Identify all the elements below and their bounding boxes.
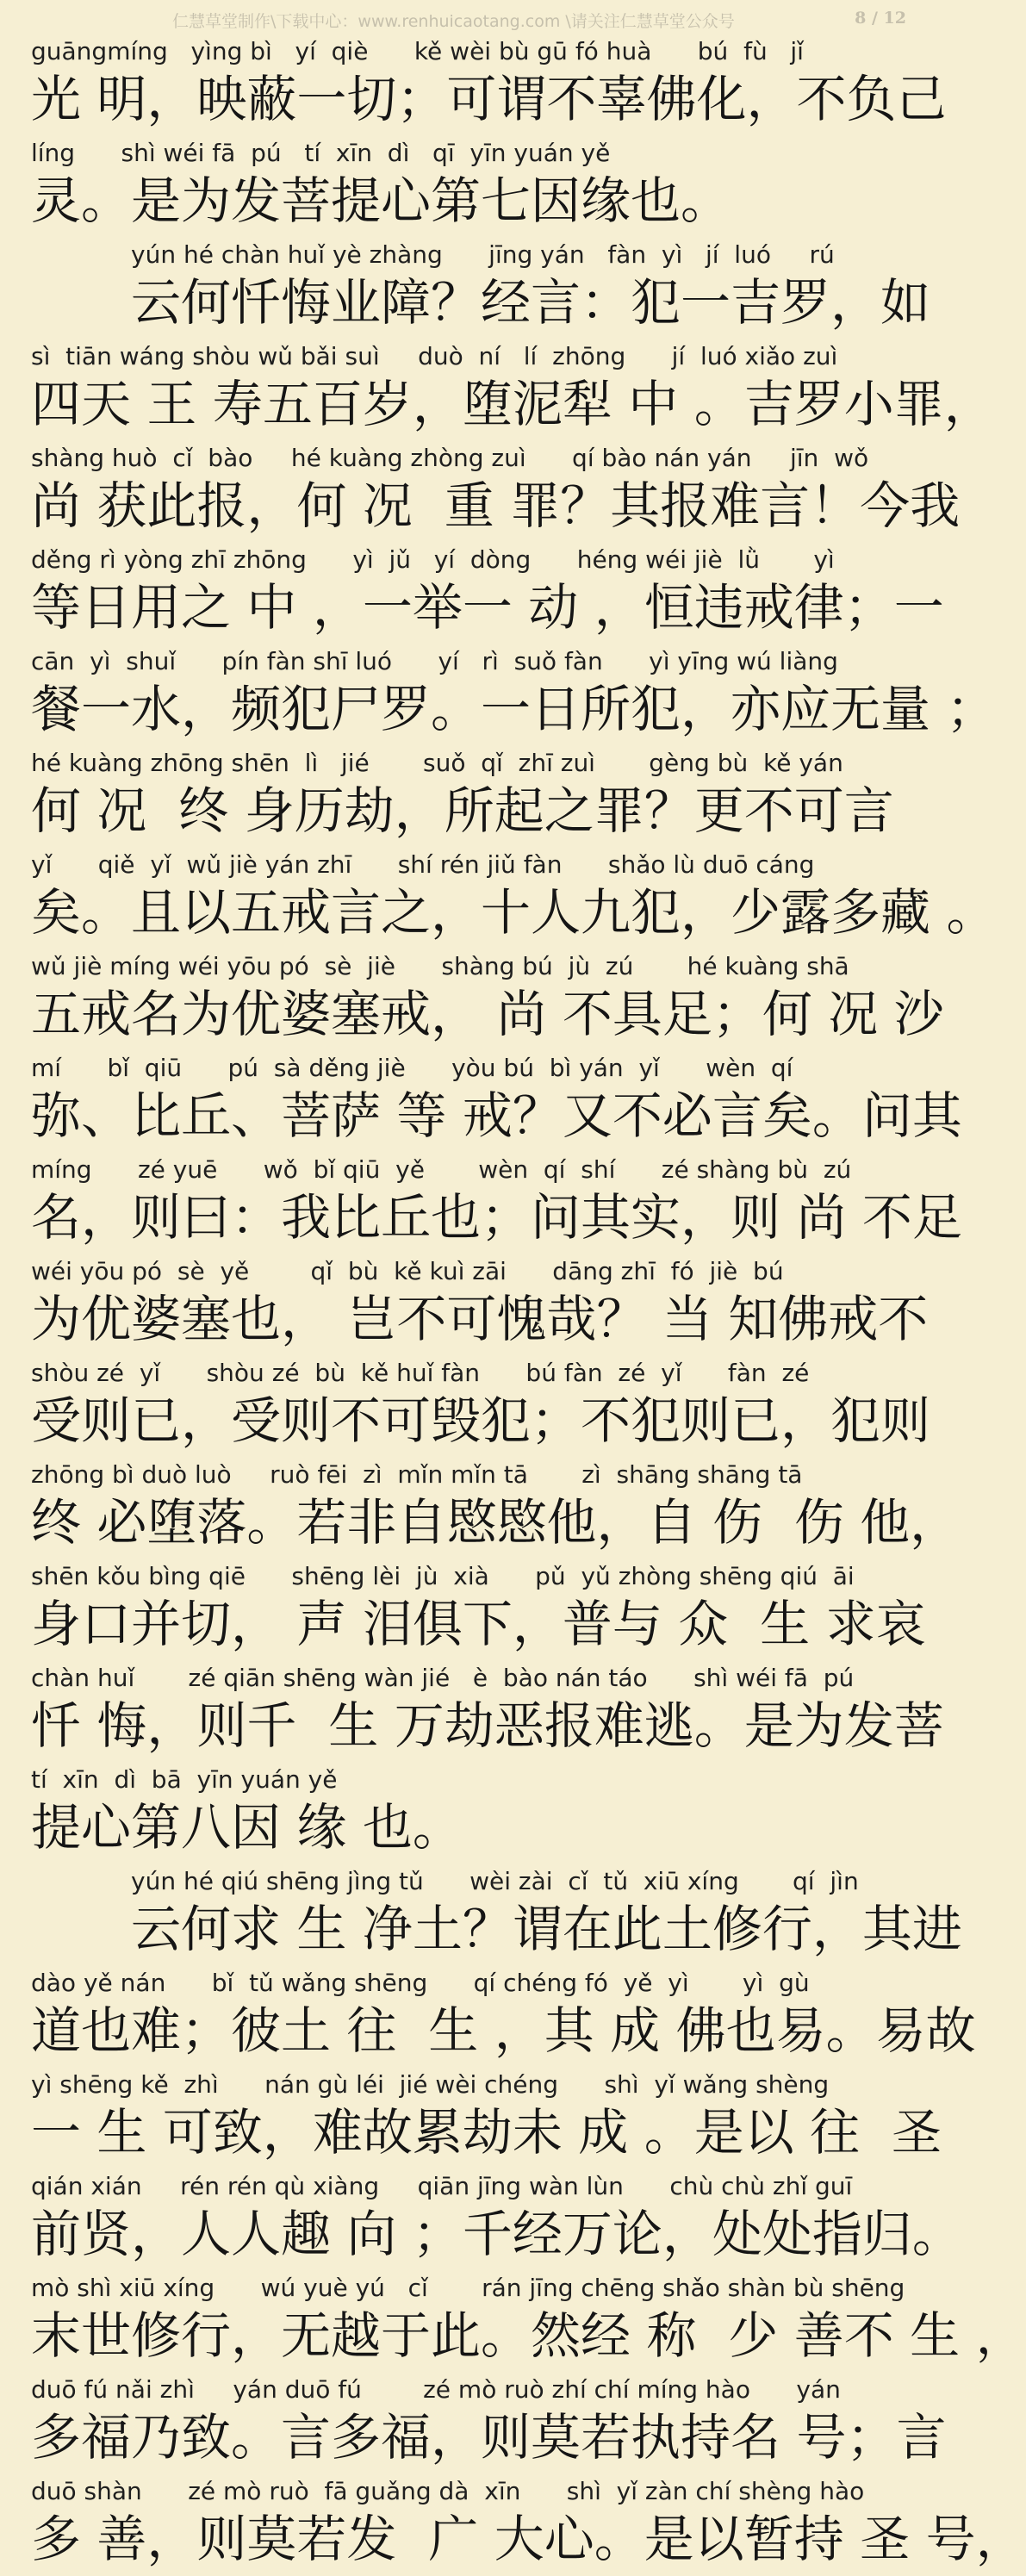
pinyin-annotation: shēn kǒu bìng qiē shēng lèi jù xià pǔ yǔ zhòng shēng qiú āi xyxy=(31,1562,855,1590)
chinese-text: 光 明，映蔽一切；可谓不辜佛化，不负己 xyxy=(31,70,947,128)
header-source-text: 仁慧草堂制作\下载中心：www.renhuicaotang.com \请关注仁慧草堂公众号 xyxy=(172,12,735,31)
text-line xyxy=(31,1661,944,1763)
text-line xyxy=(31,339,994,441)
text-line xyxy=(31,1559,926,1661)
pinyin-annotation: qián xián rén rén qù xiàng qiān jīng wàn lùn chù chù zhǐ guī xyxy=(31,2172,853,2200)
chinese-text: 一 生 可致，难故累劫未 成 。是以 往 圣 xyxy=(31,2103,942,2162)
pinyin-annotation: wéi yōu pó sè yě qǐ bù kě kuì zāi dāng zhī fó jiè bú xyxy=(31,1257,784,1285)
pinyin-annotation: líng shì wéi fā pú tí xīn dì qī yīn yuán yě xyxy=(31,139,611,167)
chinese-text: 末世修行，无越于此。然经 称 少 善不 生 ， xyxy=(31,2306,1026,2365)
chinese-text: 等日用之 中 ，一举一 动 ，恒违戒律；一 xyxy=(31,578,944,637)
pinyin-annotation: shòu zé yǐ shòu zé bù kě huǐ fàn bú fàn zé yǐ fàn zé xyxy=(31,1359,810,1387)
chinese-text: 名，则曰：我比丘也；问其实，则 尚 不足 xyxy=(31,1188,962,1247)
pinyin-annotation: chàn huǐ zé qiān shēng wàn jié è bào nán táo shì wéi fā pú xyxy=(31,1664,855,1692)
chinese-text: 受则已，受则不可毁犯；不犯则已，犯则 xyxy=(31,1391,931,1450)
text-line xyxy=(31,848,997,949)
pinyin-annotation: zhōng bì duò luò ruò fēi zì mǐn mǐn tā zì shāng shāng tā xyxy=(31,1460,803,1489)
chinese-text: 弥、比丘、菩萨 等 戒？又不必言矣。问其 xyxy=(31,1086,962,1145)
pinyin-annotation: yún hé qiú shēng jìng tǔ wèi zài cǐ tǔ xiū xíng qí jìn xyxy=(131,1867,859,1895)
pinyin-annotation: duō fú nǎi zhì yán duō fú zé mò ruò zhí chí míng hào yán xyxy=(31,2375,841,2404)
text-line xyxy=(31,1051,962,1153)
text-line xyxy=(31,1864,962,1966)
chinese-text: 多福乃致。言多福，则莫若执持名 号；言 xyxy=(31,2408,947,2467)
chinese-text: 为优婆塞也， 岂不可愧哉？ 当 知佛戒不 xyxy=(31,1290,929,1348)
pinyin-annotation: cān yì shuǐ pín fàn shī luó yí rì suǒ fàn yì yīng wú liàng xyxy=(31,647,838,675)
chinese-text: 灵。是为发菩提心第七因缘也。 xyxy=(31,171,731,230)
text-line xyxy=(31,1966,976,2068)
text-line xyxy=(31,746,911,848)
text-line xyxy=(31,238,931,339)
pinyin-annotation: mí bǐ qiū pú sà děng jiè yòu bú bì yán yǐ wèn qí xyxy=(31,1054,793,1082)
text-line xyxy=(31,2068,942,2169)
chinese-text: 四天 王 寿五百岁，堕泥犁 中 。吉罗小罪， xyxy=(31,375,994,433)
text-line xyxy=(31,2474,1026,2576)
chinese-text: 云何求 生 净土？谓在此土修行，其进 xyxy=(131,1900,962,1958)
pinyin-annotation: dào yě nán bǐ tǔ wǎng shēng qí chéng fó yě yì yì gù xyxy=(31,1969,810,1997)
text-line xyxy=(31,949,944,1051)
chinese-text: 前贤，人人趣 向 ；千经万论，处处指归。 xyxy=(31,2205,962,2263)
pinyin-annotation: míng zé yuē wǒ bǐ qiū yě wèn qí shí zé shàng bù zú xyxy=(31,1155,852,1184)
chinese-text: 何 况 终 身历劫，所起之罪？更不可言 xyxy=(31,781,894,840)
chinese-text: 多 善，则莫若发 广 大心。是以暂持 圣 号， xyxy=(31,2510,1026,2568)
chinese-text: 尚 获此报，何 况 重 罪？其报难言！今我 xyxy=(31,476,961,535)
text-line xyxy=(31,1254,929,1356)
chinese-text: 提心第八因 缘 也。 xyxy=(31,1798,463,1857)
text-line xyxy=(31,1458,961,1559)
page-number: 8 / 12 xyxy=(855,9,906,28)
chinese-text: 忏 悔，则千 生 万劫恶报难逃。是为发菩 xyxy=(31,1696,944,1755)
text-line xyxy=(31,34,947,136)
pinyin-annotation: hé kuàng zhōng shēn lì jié suǒ qǐ zhī zuì gèng bù kě yán xyxy=(31,749,843,777)
pinyin-annotation: tí xīn dì bā yīn yuán yě xyxy=(31,1765,338,1794)
chinese-text: 道也难；彼土 往 生 ，其 成 佛也易。易故 xyxy=(31,2001,976,2060)
pinyin-annotation: shàng huò cǐ bào hé kuàng zhòng zuì qí bào nán yán jīn wǒ xyxy=(31,444,869,472)
pinyin-annotation: wǔ jiè míng wéi yōu pó sè jiè shàng bú jù zú hé kuàng shā xyxy=(31,952,849,980)
text-line xyxy=(31,1763,911,1864)
chinese-text: 云何忏悔业障？经言：犯一吉罗，如 xyxy=(131,273,931,332)
pinyin-annotation: mò shì xiū xíng wú yuè yú cǐ rán jīng chēng shǎo shàn bù shēng xyxy=(31,2274,905,2302)
text-line xyxy=(31,2271,1026,2373)
chinese-text: 餐一水，频犯尸罗。一日所犯，亦应无量 ； xyxy=(31,680,997,738)
text-line xyxy=(31,2373,947,2474)
chinese-text: 身口并切， 声 泪俱下，普与 众 生 求哀 xyxy=(31,1595,926,1653)
text-line xyxy=(31,441,961,543)
chinese-text: 矣。且以五戒言之，十人九犯，少露多藏 。 xyxy=(31,883,997,942)
text-line xyxy=(31,543,944,644)
text-line xyxy=(31,1356,931,1458)
page-header xyxy=(0,0,930,38)
chinese-text: 五戒名为优婆塞戒， 尚 不具足；何 况 沙 xyxy=(31,985,944,1043)
chinese-text: 终 必堕落。若非自愍愍他，自 伤 伤 他， xyxy=(31,1493,961,1552)
text-line xyxy=(31,644,997,746)
pinyin-annotation: yún hé chàn huǐ yè zhàng jīng yán fàn yì jí luó rú xyxy=(131,240,835,269)
text-line xyxy=(31,2169,962,2271)
text-line xyxy=(31,1153,962,1254)
pinyin-annotation: guāngmíng yìng bì yí qiè kě wèi bù gū fó huà bú fù jǐ xyxy=(31,37,804,65)
pinyin-annotation: sì tiān wáng shòu wǔ bǎi suì duò ní lí zhōng jí luó xiǎo zuì xyxy=(31,342,838,370)
pinyin-annotation: duō shàn zé mò ruò fā guǎng dà xīn shì yǐ zàn chí shèng hào xyxy=(31,2477,865,2505)
pinyin-annotation: yì shēng kě zhì nán gù léi jié wèi chéng shì yǐ wǎng shèng xyxy=(31,2070,830,2099)
pinyin-annotation: yǐ qiě yǐ wǔ jiè yán zhī shí rén jiǔ fàn shǎo lù duō cáng xyxy=(31,850,815,879)
text-body xyxy=(31,34,1026,2576)
text-line xyxy=(31,136,911,238)
pinyin-annotation: děng rì yòng zhī zhōng yì jǔ yí dòng héng wéi jiè lǜ yì xyxy=(31,545,835,574)
